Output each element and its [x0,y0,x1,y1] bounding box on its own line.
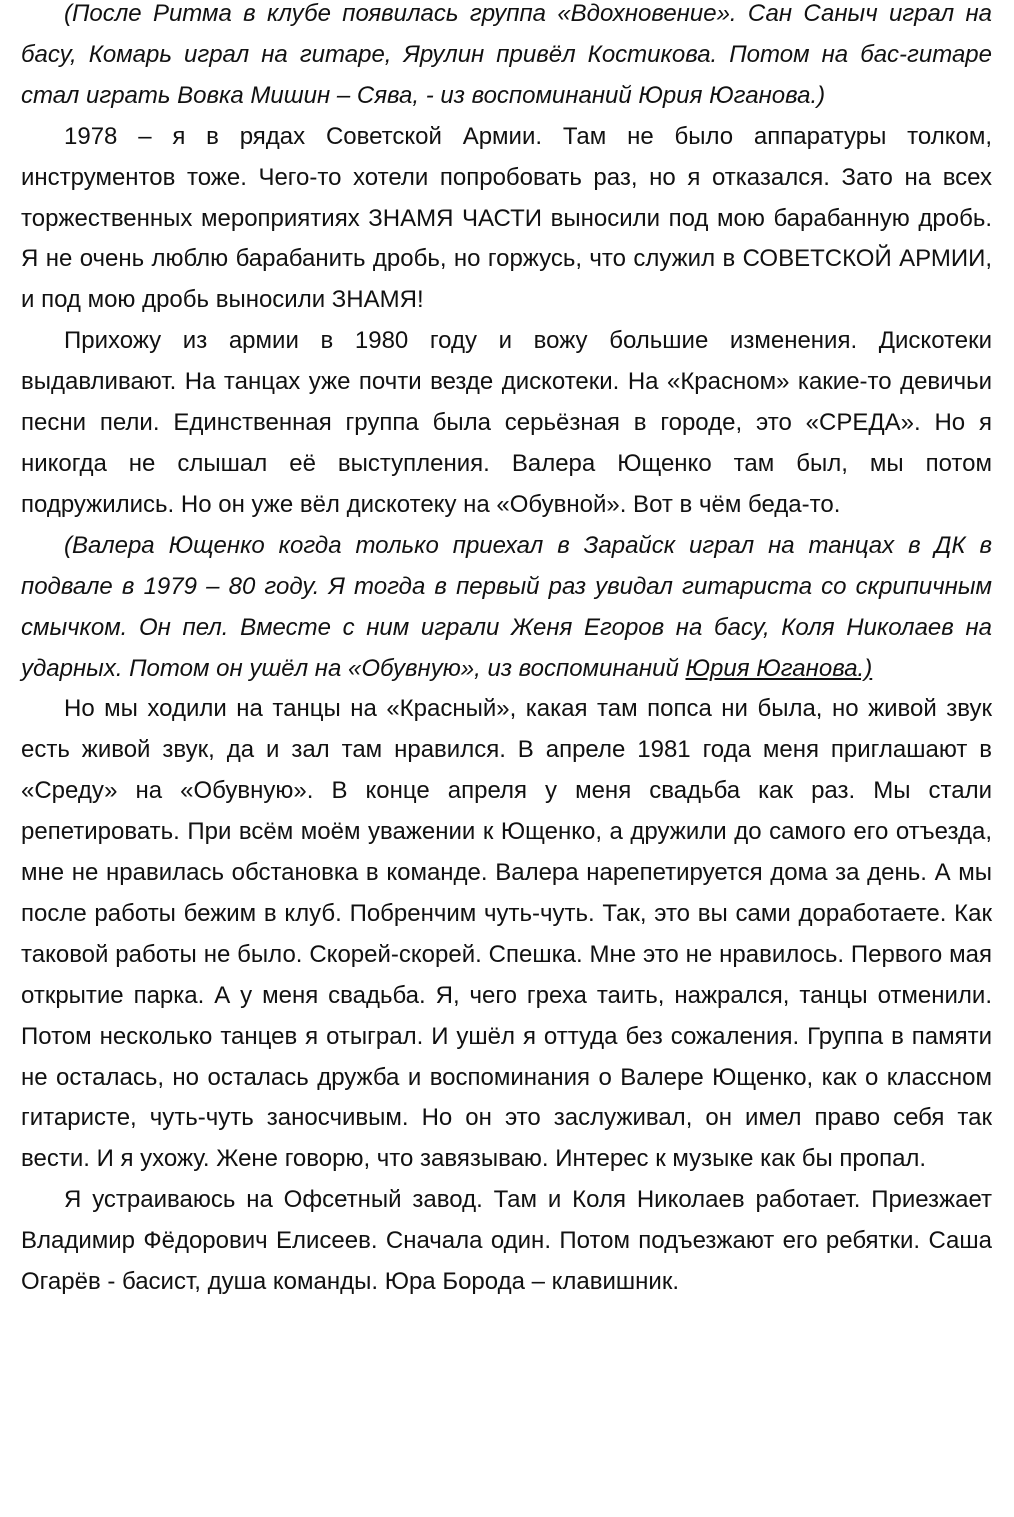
underlined-attribution: Юрия Юганова.) [685,654,873,682]
paragraph-vdokhnovenie [21,0,992,117]
paragraph-army [21,117,992,322]
paragraph-sreda [21,689,992,1180]
paragraph-text: (После Ритма в клубе появилась группа «Вдохновение». Сан Саныч играл на басу, Комарь играл на гитаре, Ярулин привёл Костикова. Потом на бас-гитаре стал играть Вовка Мишин – Сява, - из воспоминаний Юрия Юганова.) [21,0,992,109]
paragraph-text: Но мы ходили на танцы на «Красный», какая там попса ни была, но живой звук есть живой звук, да и зал там нравился. В апреле 1981 года меня приглашают в «Среду» на «Обувную». В конце апреля у меня свадьба как раз. Мы стали репетировать. При всём моём уважении к Ющенко, а дружили до самого его отъезда, мне не нравилась обстановка в команде. Валера нарепетируется дома за день. А мы после работы бежим в клуб. Побренчим чуть-чуть. Так, это вы сами доработаете. Как таковой работы не было. Скорей-скорей. Спешка. Мне это не нравилось. Первого мая открытие парка. А у меня свадьба. Я, чего греха таить, нажрался, танцы отменили. Потом несколько танцев я отыграл. И ушёл я оттуда без сожаления. Группа в памяти не осталась, но осталась дружба и воспоминания о Валере Ющенко, как о классном гитаристе, чуть-чуть заносчивым. Но он это заслуживал, он имел право себя так вести. И я ухожу. Жене говорю, что завязываю. Интерес к музыке как бы пропал. [21,695,992,1173]
paragraph-text: 1978 – я в рядах Советской Армии. Там не было аппаратуры толком, инструментов тоже. Чего-то хотели попробовать раз, но я отказался. Зато на всех торжественных мероприятиях ЗНАМЯ ЧАСТИ выносили под мою барабанную дробь. Я не очень люблю барабанить дробь, но горжусь, что служил в СОВЕТСКОЙ АРМИИ, и под мою дробь выносили ЗНАМЯ! [21,122,992,314]
document-page [21,0,992,1303]
paragraph-text: (Валера Ющенко когда только приехал в Зарайск играл на танцах в ДК в подвале в 1979 – 80 году. Я тогда в первый раз увидал гитариста со скрипичным смычком. Он пел. Вместе с ним играли Женя Егоров на басу, Коля Николаев на ударных. Потом он ушёл на «Обувную», из воспоминаний [21,531,992,682]
paragraph-return-1980 [21,321,992,526]
paragraph-ofset-zavod [21,1180,992,1303]
paragraph-text: Я устраиваюсь на Офсетный завод. Там и Коля Николаев работает. Приезжает Владимир Фёдорович Елисеев. Сначала один. Потом подъезжают его ребятки. Саша Огарёв - басист, душа команды. Юра Борода – клавишник. [21,1186,992,1296]
paragraph-yushchenko-memoir [21,526,992,690]
paragraph-text: Прихожу из армии в 1980 году и вожу большие изменения. Дискотеки выдавливают. На танцах уже почти везде дискотеки. На «Красном» какие-то девичьи песни пели. Единственная группа была серьёзная в городе, это «СРЕДА». Но я никогда не слышал её выступления. Валера Ющенко там был, мы потом подружились. Но он уже вёл дискотеку на «Обувной». Вот в чём беда-то. [21,327,992,518]
